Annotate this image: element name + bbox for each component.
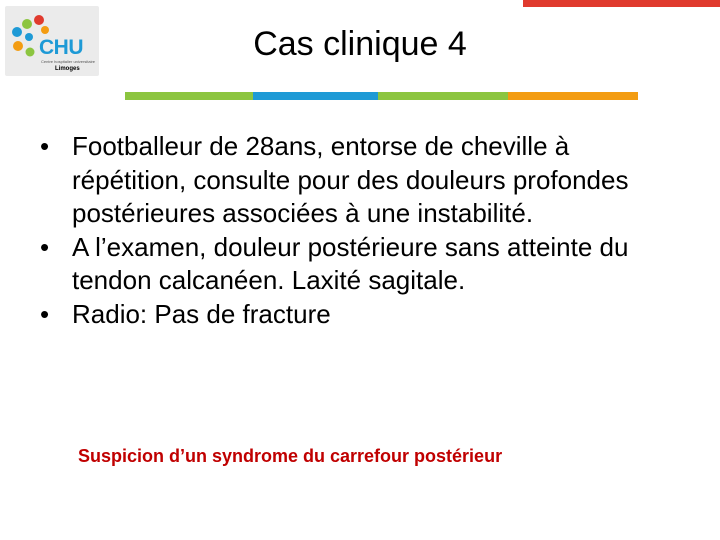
logo-wordmark: CHU (39, 36, 84, 59)
bullet-text: Radio: Pas de fracture (72, 298, 331, 329)
logo-subtitle: Centre hospitalier universitaire (41, 59, 96, 64)
bullet-item (40, 298, 690, 332)
logo-city: Limoges (55, 66, 80, 72)
chu-logo (5, 6, 99, 76)
bullet-dot: • (40, 131, 50, 161)
bullet-text: A l’examen, douleur postérieure sans atteinte du tendon calcanéen. Laxité sagitale. (72, 231, 629, 295)
bullet-item (40, 130, 690, 231)
slide-title: Cas clinique 4 (253, 25, 467, 63)
bullet-list (40, 130, 690, 331)
bullet-text: Footballeur de 28ans, entorse de cheville à répétition, consulte pour des douleurs profondes postérieures associées à une instabilité. (72, 131, 629, 228)
bullet-dot: • (40, 298, 50, 329)
bullet-item (40, 231, 690, 298)
diagnosis-note: Suspicion d’un syndrome du carrefour postérieur (78, 446, 503, 466)
stripe-segment-green (125, 92, 253, 100)
top-accent-bar (523, 0, 720, 7)
bullet-dot: • (40, 231, 50, 262)
stripe-segment-blue (253, 92, 378, 100)
color-stripe (125, 92, 638, 100)
stripe-segment-orange (508, 92, 638, 100)
stripe-segment-green-2 (378, 92, 508, 100)
